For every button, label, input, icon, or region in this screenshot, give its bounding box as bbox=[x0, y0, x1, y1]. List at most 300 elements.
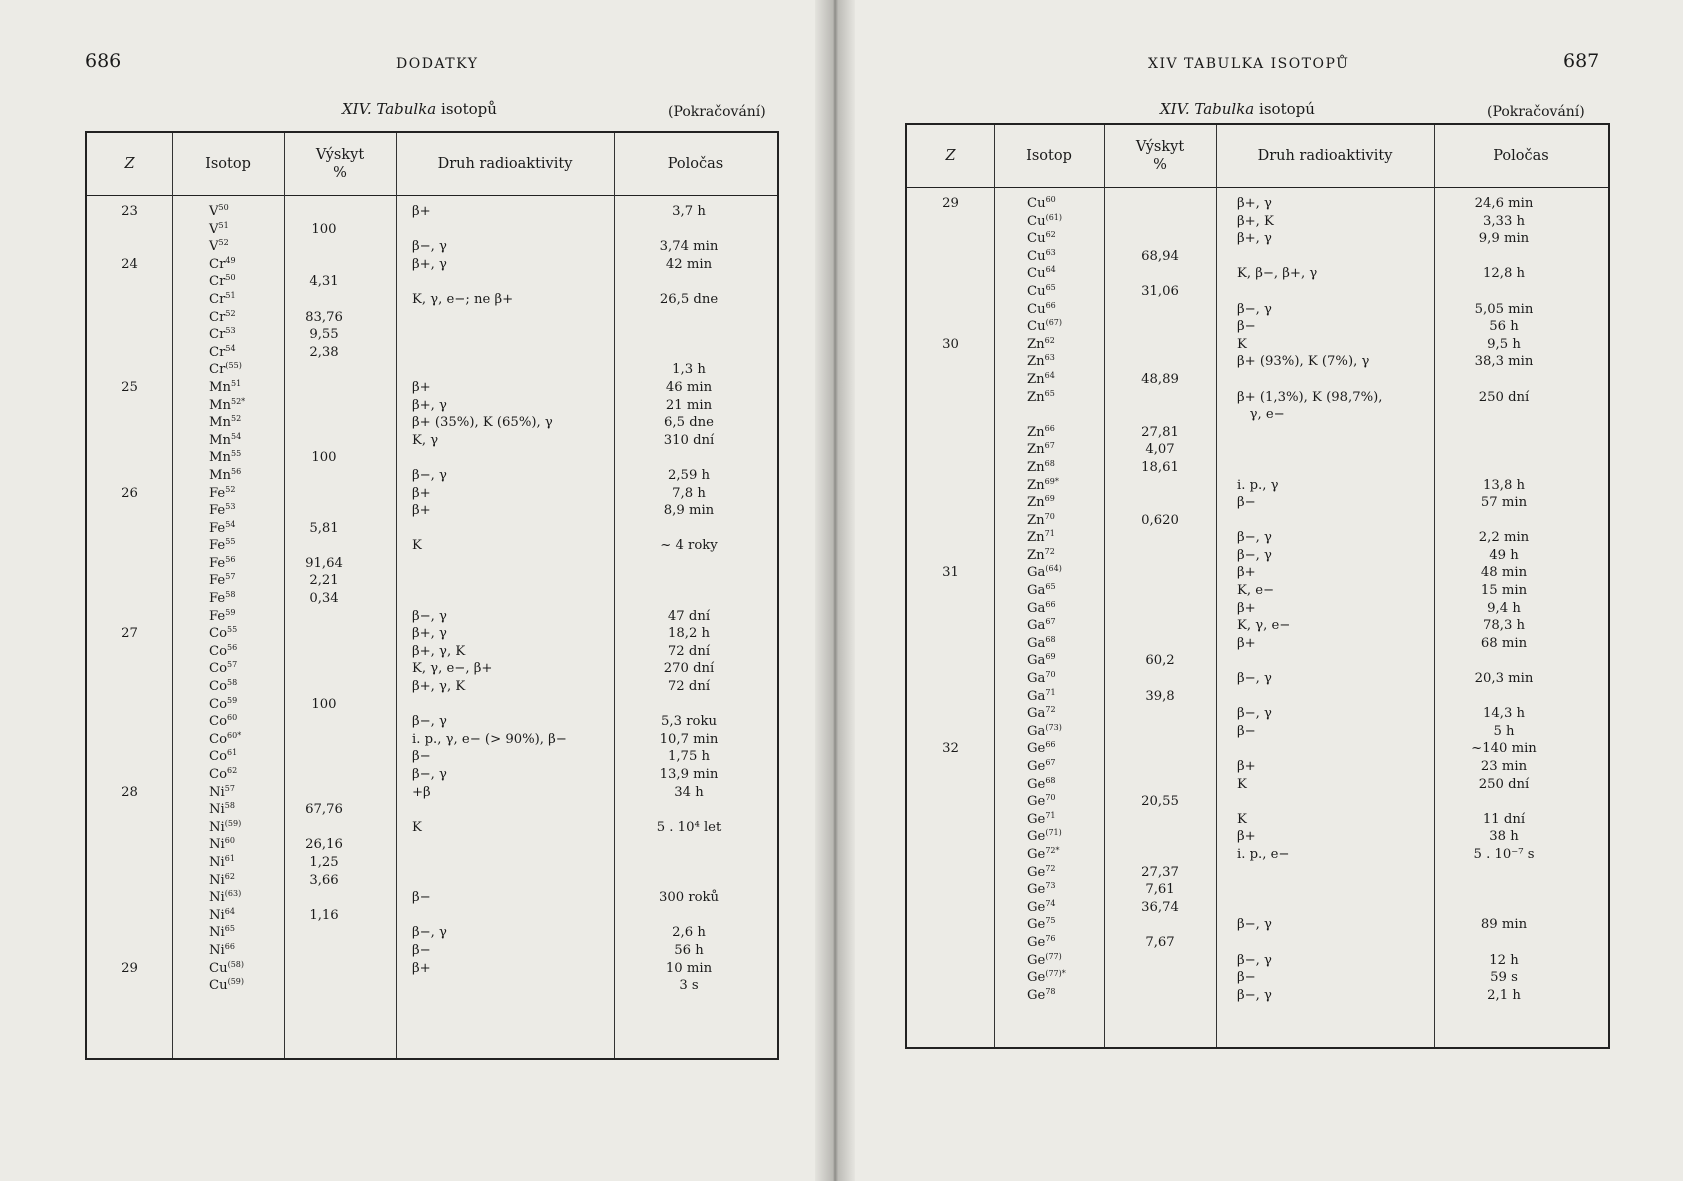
mass-number: 52 bbox=[225, 308, 236, 318]
halflife-cell: 9,4 h bbox=[1487, 600, 1521, 616]
element-symbol: Cr bbox=[209, 291, 226, 307]
radioactivity-cell: β− bbox=[412, 890, 431, 906]
mass-number: 74 bbox=[1045, 898, 1056, 908]
header-halflife: Poločas bbox=[667, 156, 724, 172]
z-cell bbox=[907, 758, 994, 776]
isotope-cell bbox=[209, 696, 284, 714]
halflife-cell: 57 min bbox=[1480, 495, 1528, 511]
element-symbol: V bbox=[209, 204, 219, 219]
mass-number: 70 bbox=[1044, 511, 1055, 521]
element-symbol: Ge bbox=[1027, 759, 1046, 774]
halflife-cell: 23 min bbox=[1480, 759, 1528, 774]
halflife-cell: 270 dní bbox=[663, 661, 715, 677]
abundance-cell bbox=[1104, 406, 1216, 424]
abundance-cell: 4,07 bbox=[1145, 442, 1175, 458]
radioactivity-cell: β+ bbox=[1237, 600, 1256, 616]
radioactivity-cell: β− bbox=[1237, 495, 1256, 511]
isotope-cell bbox=[1027, 512, 1104, 530]
element-symbol: Mn bbox=[209, 450, 231, 466]
abundance-cell bbox=[1104, 758, 1216, 776]
mass-number: 63 bbox=[1045, 247, 1056, 257]
z-cell: 27 bbox=[121, 626, 138, 642]
mass-number: 70 bbox=[1045, 670, 1056, 680]
halflife-cell: 3 s bbox=[679, 978, 699, 994]
abundance-cell bbox=[284, 713, 364, 731]
halflife-cell bbox=[1434, 459, 1574, 477]
isotope-cell bbox=[1027, 969, 1104, 987]
mass-number: 60 bbox=[227, 713, 238, 723]
z-cell: 31 bbox=[942, 565, 959, 581]
radioactivity-cell bbox=[1237, 652, 1432, 670]
z-cell bbox=[907, 969, 994, 987]
mass-number: 65 bbox=[1045, 282, 1056, 292]
radioactivity-cell: β−, γ bbox=[412, 239, 447, 255]
z-cell bbox=[907, 652, 994, 670]
mass-number: 64 bbox=[224, 906, 235, 916]
isotope-cell bbox=[209, 836, 284, 854]
header-z: Z bbox=[945, 148, 956, 164]
radioactivity-cell: β+, γ, K bbox=[412, 679, 466, 695]
halflife-cell: 5,3 roku bbox=[661, 714, 717, 730]
z-cell bbox=[907, 617, 994, 635]
radioactivity-cell bbox=[1237, 688, 1432, 706]
abundance-cell bbox=[1104, 353, 1216, 371]
mass-number: 65 bbox=[224, 924, 235, 934]
element-symbol: Fe bbox=[209, 573, 226, 589]
halflife-cell bbox=[614, 872, 764, 890]
halflife-cell: 56 h bbox=[674, 942, 704, 958]
radioactivity-cell: β+ bbox=[1237, 565, 1256, 581]
z-cell: 24 bbox=[121, 256, 138, 272]
radioactivity-cell: i. p., γ bbox=[1237, 477, 1279, 493]
isotope-cell bbox=[209, 449, 284, 467]
mass-number: (77) bbox=[1045, 951, 1062, 961]
header-radioactivity: Druh radioaktivity bbox=[437, 156, 573, 172]
isotope-cell bbox=[209, 572, 284, 590]
element-symbol: Ge bbox=[1027, 829, 1046, 845]
isotope-cell bbox=[1027, 318, 1104, 336]
mass-number: 71 bbox=[1044, 529, 1055, 539]
abundance-cell bbox=[1104, 195, 1216, 213]
mass-number: (59) bbox=[227, 977, 245, 987]
element-symbol: Ge bbox=[1027, 970, 1046, 986]
element-symbol: Ga bbox=[1027, 706, 1046, 722]
isotope-cell bbox=[209, 924, 284, 942]
radioactivity-cell: β+ bbox=[1237, 829, 1256, 845]
abundance-cell bbox=[284, 608, 364, 626]
abundance-cell: 27,81 bbox=[1141, 424, 1179, 440]
mass-number: 62 bbox=[224, 871, 235, 881]
radioactivity-cell bbox=[1237, 459, 1432, 477]
mass-number: 58 bbox=[225, 590, 236, 600]
abundance-cell bbox=[1104, 705, 1216, 723]
element-symbol: Ni bbox=[209, 890, 225, 906]
halflife-cell: 10 min bbox=[665, 960, 713, 976]
element-symbol: Ni bbox=[209, 854, 225, 870]
abundance-cell bbox=[1104, 846, 1216, 864]
isotope-cell bbox=[209, 713, 284, 731]
mass-number: 61 bbox=[224, 853, 235, 863]
mass-number: 66 bbox=[1045, 740, 1056, 750]
radioactivity-cell: β−, γ bbox=[1237, 917, 1272, 933]
halflife-cell bbox=[1434, 688, 1574, 706]
z-cell bbox=[87, 977, 172, 995]
isotope-cell bbox=[209, 256, 284, 274]
element-symbol: Ni bbox=[209, 837, 225, 853]
isotope-cell bbox=[209, 731, 284, 749]
z-cell bbox=[87, 819, 172, 837]
abundance-cell: 0,620 bbox=[1141, 512, 1179, 528]
z-cell bbox=[907, 793, 994, 811]
mass-number: 72 bbox=[1045, 863, 1056, 873]
halflife-cell bbox=[614, 273, 764, 291]
halflife-cell bbox=[1434, 881, 1574, 899]
header-abundance: Výskyt % bbox=[1135, 139, 1185, 173]
halflife-cell: 8,9 min bbox=[663, 503, 715, 519]
isotope-cell bbox=[1027, 635, 1104, 653]
z-cell bbox=[907, 582, 994, 600]
header-radioactivity: Druh radioaktivity bbox=[1257, 148, 1393, 164]
isotope-cell bbox=[1027, 494, 1104, 512]
radioactivity-cell bbox=[412, 449, 612, 467]
abundance-cell bbox=[284, 414, 364, 432]
element-symbol: Zn bbox=[1027, 354, 1045, 370]
isotope-cell bbox=[209, 889, 284, 907]
z-cell: 25 bbox=[121, 379, 138, 395]
radioactivity-cell: K, γ, e− bbox=[1237, 618, 1291, 634]
element-symbol: Mn bbox=[209, 432, 231, 448]
abundance-column bbox=[1104, 195, 1216, 1004]
halflife-cell: ~140 min bbox=[1471, 741, 1537, 757]
element-symbol: Cr bbox=[209, 274, 226, 290]
halflife-cell bbox=[614, 907, 764, 925]
abundance-cell bbox=[284, 203, 364, 221]
element-symbol: Zn bbox=[1027, 495, 1045, 511]
book-spine bbox=[815, 0, 855, 1181]
isotope-cell bbox=[209, 221, 284, 239]
element-symbol: Cu bbox=[1027, 231, 1046, 247]
halflife-cell: 5 h bbox=[1493, 723, 1515, 739]
radioactivity-column bbox=[1237, 195, 1432, 1004]
abundance-cell: 20,55 bbox=[1141, 794, 1179, 810]
abundance-cell bbox=[1104, 582, 1216, 600]
abundance-cell: 0,34 bbox=[309, 591, 339, 607]
radioactivity-cell bbox=[412, 836, 612, 854]
element-symbol: Ge bbox=[1027, 987, 1046, 1003]
radioactivity-cell: β+ bbox=[412, 503, 431, 519]
abundance-cell bbox=[1104, 670, 1216, 688]
halflife-cell bbox=[1434, 406, 1574, 424]
element-symbol: Co bbox=[209, 749, 228, 765]
element-symbol: Ge bbox=[1027, 952, 1046, 968]
element-symbol: Ge bbox=[1027, 776, 1046, 792]
mass-number: (55) bbox=[225, 361, 242, 371]
halflife-cell bbox=[1434, 652, 1574, 670]
radioactivity-cell bbox=[1237, 934, 1432, 952]
radioactivity-cell: K bbox=[1237, 336, 1247, 352]
halflife-cell bbox=[614, 309, 764, 327]
z-cell bbox=[87, 273, 172, 291]
radioactivity-cell: K bbox=[412, 538, 422, 554]
abundance-cell: 83,76 bbox=[305, 309, 343, 325]
abundance-cell bbox=[1104, 564, 1216, 582]
halflife-cell: 3,74 min bbox=[659, 239, 719, 255]
isotope-cell bbox=[1027, 987, 1104, 1005]
radioactivity-cell: β+ (93%), K (7%), γ bbox=[1237, 354, 1370, 370]
halflife-cell bbox=[614, 326, 764, 344]
abundance-cell bbox=[284, 485, 364, 503]
abundance-cell: 2,21 bbox=[309, 573, 339, 589]
isotope-cell bbox=[209, 748, 284, 766]
halflife-cell: 3,7 h bbox=[672, 204, 706, 219]
isotope-cell bbox=[209, 608, 284, 626]
z-cell: 28 bbox=[121, 784, 138, 800]
z-cell: 29 bbox=[121, 960, 138, 976]
z-cell bbox=[907, 635, 994, 653]
z-cell bbox=[907, 600, 994, 618]
element-symbol: Co bbox=[209, 731, 228, 747]
running-head: XIV TABULKA ISOTOPŮ bbox=[1148, 56, 1350, 72]
element-symbol: Mn bbox=[209, 379, 231, 395]
isotope-cell bbox=[1027, 529, 1104, 547]
radioactivity-cell: β− bbox=[412, 942, 431, 958]
z-cell bbox=[87, 713, 172, 731]
mass-number: 52* bbox=[231, 396, 246, 406]
z-cell bbox=[87, 889, 172, 907]
isotope-cell bbox=[1027, 564, 1104, 582]
isotope-cell bbox=[1027, 424, 1104, 442]
abundance-cell bbox=[1104, 213, 1216, 231]
abundance-cell bbox=[1104, 969, 1216, 987]
radioactivity-cell: β−, γ bbox=[412, 767, 447, 782]
element-symbol: Mn bbox=[209, 467, 231, 483]
mass-number: 66 bbox=[1044, 423, 1055, 433]
halflife-cell: 20,3 min bbox=[1474, 671, 1534, 687]
element-symbol: Cu bbox=[209, 978, 228, 994]
halflife-cell bbox=[614, 854, 764, 872]
element-symbol: Zn bbox=[1027, 389, 1045, 405]
element-symbol: Cu bbox=[1027, 266, 1046, 282]
mass-number: 54 bbox=[225, 519, 236, 529]
isotope-cell bbox=[1027, 283, 1104, 301]
table-caption: XIV. Tabulka isotopú bbox=[1160, 100, 1315, 118]
abundance-cell bbox=[1104, 952, 1216, 970]
element-symbol: Zn bbox=[1027, 371, 1045, 387]
abundance-cell: 4,31 bbox=[309, 274, 339, 290]
z-cell bbox=[907, 670, 994, 688]
element-symbol: Cr bbox=[209, 256, 226, 272]
z-cell bbox=[907, 494, 994, 512]
mass-number: 75 bbox=[1045, 916, 1056, 926]
mass-number: (64) bbox=[1045, 564, 1062, 574]
abundance-cell bbox=[1104, 916, 1216, 934]
radioactivity-cell: β−, γ bbox=[1237, 671, 1272, 687]
abundance-cell bbox=[284, 731, 364, 749]
mass-number: (59) bbox=[224, 818, 242, 828]
mass-number: 53 bbox=[225, 326, 236, 336]
element-symbol: V bbox=[209, 239, 219, 255]
halflife-cell bbox=[614, 696, 764, 714]
halflife-cell: 13,8 h bbox=[1482, 477, 1526, 493]
mass-number: 76 bbox=[1045, 933, 1056, 943]
isotope-cell bbox=[209, 432, 284, 450]
abundance-cell bbox=[284, 924, 364, 942]
halflife-cell bbox=[1434, 371, 1574, 389]
isotope-cell bbox=[209, 590, 284, 608]
radioactivity-cell: β+ bbox=[1237, 635, 1256, 651]
halflife-cell: 250 dní bbox=[1478, 389, 1530, 405]
abundance-cell: 100 bbox=[311, 696, 337, 712]
abundance-cell bbox=[1104, 811, 1216, 829]
element-symbol: Fe bbox=[209, 591, 226, 607]
abundance-cell bbox=[284, 537, 364, 555]
radioactivity-cell bbox=[1237, 864, 1432, 882]
mass-number: 65 bbox=[1045, 582, 1056, 592]
isotope-cell bbox=[1027, 582, 1104, 600]
abundance-cell bbox=[284, 977, 364, 995]
isotope-cell bbox=[1027, 371, 1104, 389]
abundance-cell: 1,16 bbox=[309, 907, 339, 923]
isotope-cell bbox=[1027, 617, 1104, 635]
element-symbol: Ge bbox=[1027, 794, 1046, 810]
isotope-cell bbox=[1027, 230, 1104, 248]
z-column bbox=[907, 195, 994, 1004]
element-symbol: Mn bbox=[209, 415, 231, 431]
halflife-cell bbox=[1434, 248, 1574, 266]
z-cell bbox=[87, 660, 172, 678]
z-cell bbox=[907, 846, 994, 864]
halflife-cell: 5 . 10⁴ let bbox=[656, 819, 722, 835]
isotope-cell bbox=[1027, 881, 1104, 899]
halflife-cell: 59 s bbox=[1490, 970, 1518, 986]
element-symbol: Cu bbox=[1027, 248, 1046, 264]
radioactivity-cell: β−, γ bbox=[1237, 547, 1272, 563]
z-cell bbox=[907, 371, 994, 389]
abundance-cell: 27,37 bbox=[1141, 864, 1179, 880]
element-symbol: Ga bbox=[1027, 565, 1046, 581]
radioactivity-cell bbox=[1237, 881, 1432, 899]
z-cell: 32 bbox=[942, 741, 959, 757]
isotope-cell bbox=[209, 784, 284, 802]
left-page bbox=[0, 0, 815, 1181]
abundance-cell bbox=[1104, 230, 1216, 248]
element-symbol: Ge bbox=[1027, 846, 1046, 862]
element-symbol: Zn bbox=[1027, 336, 1045, 352]
z-cell bbox=[87, 643, 172, 661]
mass-number: (71) bbox=[1045, 828, 1062, 838]
continued-note: (Pokračování) bbox=[668, 104, 766, 120]
mass-number: 64 bbox=[1044, 370, 1055, 380]
mass-number: 68 bbox=[1045, 775, 1056, 785]
isotope-cell bbox=[1027, 670, 1104, 688]
element-symbol: Ni bbox=[209, 802, 225, 818]
isotope-cell bbox=[1027, 336, 1104, 354]
abundance-cell bbox=[284, 625, 364, 643]
abundance-column bbox=[284, 203, 364, 995]
abundance-cell bbox=[284, 784, 364, 802]
mass-number: 49 bbox=[225, 255, 236, 265]
abundance-cell bbox=[284, 748, 364, 766]
element-symbol: Cr bbox=[209, 344, 226, 360]
isotope-cell bbox=[209, 537, 284, 555]
continued-note: (Pokračování) bbox=[1487, 104, 1585, 120]
z-cell bbox=[87, 397, 172, 415]
radioactivity-cell: β− bbox=[1237, 723, 1256, 739]
radioactivity-cell: K, γ bbox=[412, 432, 439, 448]
element-symbol: Zn bbox=[1027, 512, 1045, 528]
element-symbol: Co bbox=[209, 626, 228, 642]
abundance-cell: 31,06 bbox=[1141, 283, 1179, 299]
halflife-cell: 2,6 h bbox=[672, 925, 706, 941]
isotope-cell bbox=[1027, 952, 1104, 970]
halflife-cell: 42 min bbox=[665, 256, 713, 272]
abundance-cell bbox=[284, 643, 364, 661]
abundance-cell bbox=[1104, 265, 1216, 283]
abundance-cell: 36,74 bbox=[1141, 899, 1179, 915]
halflife-cell: 49 h bbox=[1489, 547, 1519, 563]
element-symbol: Ga bbox=[1027, 583, 1046, 599]
abundance-cell bbox=[1104, 600, 1216, 618]
z-cell bbox=[87, 414, 172, 432]
mass-number: (63) bbox=[224, 889, 242, 899]
element-symbol: Fe bbox=[209, 538, 226, 554]
abundance-cell bbox=[1104, 529, 1216, 547]
element-symbol: Zn bbox=[1027, 424, 1045, 440]
element-symbol: Co bbox=[209, 643, 228, 659]
halflife-cell: 5 . 10⁻⁷ s bbox=[1473, 846, 1535, 862]
mass-number: 64 bbox=[1045, 265, 1056, 275]
abundance-cell bbox=[284, 960, 364, 978]
radioactivity-cell bbox=[412, 590, 612, 608]
z-cell bbox=[907, 353, 994, 371]
halflife-cell bbox=[614, 572, 764, 590]
mass-number: 56 bbox=[225, 554, 236, 564]
z-cell bbox=[907, 389, 994, 407]
radioactivity-cell: β+ (1,3%), K (98,7%), bbox=[1237, 389, 1383, 405]
radioactivity-cell: β+, γ bbox=[412, 626, 447, 642]
radioactivity-cell bbox=[412, 361, 612, 379]
element-symbol: Ni bbox=[209, 872, 225, 888]
halflife-cell: 72 dní bbox=[667, 679, 711, 695]
element-symbol: Ga bbox=[1027, 618, 1046, 634]
element-symbol: Co bbox=[209, 679, 228, 695]
halflife-cell: 78,3 h bbox=[1482, 618, 1526, 634]
radioactivity-cell: β− bbox=[1237, 319, 1256, 335]
z-cell bbox=[87, 678, 172, 696]
mass-number: 55 bbox=[227, 625, 238, 635]
z-cell bbox=[87, 361, 172, 379]
abundance-cell bbox=[1104, 318, 1216, 336]
table-header bbox=[907, 125, 1608, 188]
z-cell bbox=[907, 987, 994, 1005]
radioactivity-cell: β+, γ bbox=[412, 256, 447, 272]
element-symbol: Ga bbox=[1027, 671, 1046, 687]
mass-number: 55 bbox=[225, 537, 236, 547]
element-symbol: Ga bbox=[1027, 653, 1046, 669]
mass-number: 73 bbox=[1045, 881, 1056, 891]
abundance-cell bbox=[284, 238, 364, 256]
z-cell bbox=[87, 238, 172, 256]
halflife-cell bbox=[614, 449, 764, 467]
mass-number: 50 bbox=[218, 203, 229, 212]
abundance-cell: 7,67 bbox=[1145, 934, 1175, 950]
mass-number: 57 bbox=[227, 660, 238, 670]
radioactivity-cell: γ, e− bbox=[1237, 407, 1285, 423]
element-symbol: Ni bbox=[209, 925, 225, 941]
z-cell bbox=[907, 529, 994, 547]
halflife-cell: 1,75 h bbox=[667, 749, 711, 765]
abundance-cell bbox=[284, 819, 364, 837]
